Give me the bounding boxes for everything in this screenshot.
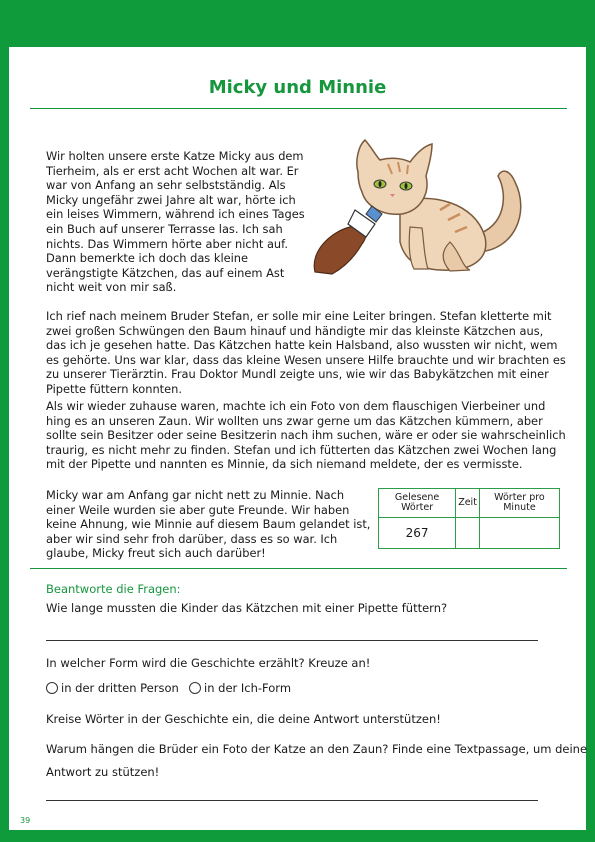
page-title: Micky und Minnie [208, 77, 387, 98]
story-paragraph-4: Micky war am Anfang gar nicht nett zu Minnie. Nach einer Weile wurden sie aber gute Freunde. Wir haben keine Ahnung, wie Minnie auf diesem Baum gelandet ist, aber wir sind sehr froh darüber, dass es so war. Ich glaube, Micky freut sich auch darüber! [46, 488, 371, 561]
radio-circle-icon[interactable] [189, 682, 201, 694]
question-4-line-1: Warum hängen die Brüder ein Foto der Katze an den Zaun? Finde eine Textpassage, um deine [46, 742, 588, 756]
cat-illustration [310, 132, 550, 284]
header-words-per-minute: Wörter pro Minute [479, 489, 559, 518]
question-4-line-2: Antwort zu stützen! [46, 765, 160, 779]
radio-circle-icon[interactable] [46, 682, 58, 694]
option-first-person-label: in der Ich-Form [204, 681, 292, 695]
wpm-cell[interactable] [479, 518, 559, 549]
left-green-border [0, 47, 9, 830]
story-paragraph-3: Als wir wieder zuhause waren, machte ich ein Foto von dem flauschigen Vierbeiner und hing es an unseren Zaun. Wir wollten uns zwar gerne um das Kätzchen kümmern, aber sollte sein Besitzer oder seine Besitzerin nach ihm suchen, wäre er oder sie wahrscheinlich traurig, es nicht mehr zu finden. Stefan und ich fütterten das Kätzchen zwei Wochen lang mit der Pipette und nannten es Minnie, da sich niemand meldete, der es vermisste. [46, 399, 566, 472]
reading-speed-table [378, 488, 560, 549]
words-read-cell: 267 [379, 518, 456, 549]
story-paragraph-2: Ich rief nach meinem Bruder Stefan, er solle mir eine Leiter bringen. Stefan kletterte mit zwei großen Schwüngen den Baum hinauf und händigte mir das kleinste Kätzchen aus, das ich je gesehen hatte. Das Kätzchen hatte kein Halsband, also wussten wir nicht, wem es gehörte. Uns war klar, dass das kleine Wesen unsere Hilfe brauchte und wir brachten es zu unserer Tierärztin. Frau Doktor Mundl zeigte uns, wie wir das Babykätzchen mit einer Pipette füttern konnten. [46, 309, 566, 396]
question-2: In welcher Form wird die Geschichte erzählt? Kreuze an! [46, 656, 371, 670]
answer-line-2[interactable] [46, 800, 538, 801]
answer-line-1[interactable] [46, 640, 538, 641]
question-3: Kreise Wörter in der Geschichte ein, die deine Antwort unterstützen! [46, 712, 441, 726]
question-1: Wie lange mussten die Kinder das Kätzchen mit einer Pipette füttern? [46, 601, 448, 615]
title-divider [30, 108, 567, 109]
option-first-person[interactable] [189, 681, 291, 695]
questions-heading: Beantworte die Fragen: [46, 582, 181, 596]
questions-divider [30, 568, 567, 569]
right-green-border [586, 47, 595, 830]
option-third-person[interactable] [46, 681, 179, 695]
header-time: Zeit [456, 489, 480, 518]
page-number: 39 [20, 816, 31, 825]
time-cell[interactable] [456, 518, 480, 549]
option-third-person-label: in der dritten Person [61, 681, 179, 695]
top-green-bar [0, 0, 595, 47]
story-paragraph-1: Wir holten unsere erste Katze Micky aus dem Tierheim, als er erst acht Wochen alt war. Er war von Anfang an sehr selbstständig. Als Micky ungefähr zwei Jahre alt war, hörte ich ein leises Wimmern, während ich eines Tages ein Buch auf unserer Terrasse las. Ich sah nichts. Das Wimmern hörte aber nicht auf. Dann bemerkte ich doch das kleine verängstigte Kätzchen, das auf einem Ast nicht weit von mir saß. [46, 149, 305, 295]
header-words-read: Gelesene Wörter [379, 489, 456, 518]
bottom-green-bar [0, 830, 595, 842]
